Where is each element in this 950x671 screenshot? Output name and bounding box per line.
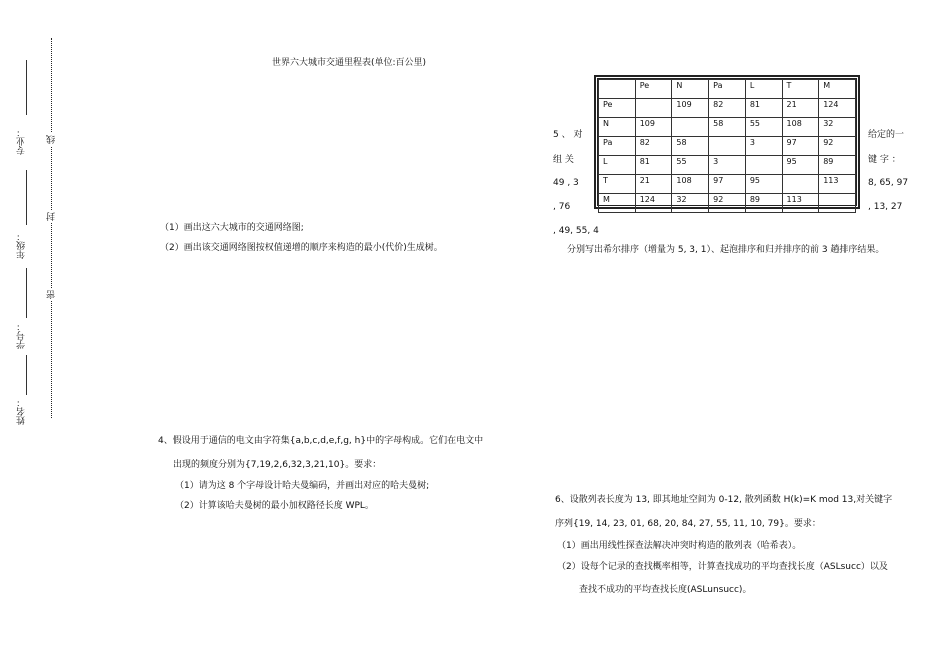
table-cell: N [672, 80, 709, 99]
problem5-left-2: 组 关 [553, 155, 574, 165]
problem5-right-2: 键 字 ： [868, 155, 901, 165]
table-cell: 92 [709, 194, 746, 213]
table-header-row [599, 80, 856, 99]
table-cell: Pe [635, 80, 672, 99]
grade-label: 年级： [17, 232, 27, 259]
seal-line [51, 38, 52, 418]
table-cell [745, 156, 782, 175]
table-cell: Pe [599, 99, 636, 118]
table-cell: 55 [672, 156, 709, 175]
table-row [599, 156, 856, 175]
table-cell: T [599, 175, 636, 194]
table-row [599, 137, 856, 156]
table-cell: Pa [709, 80, 746, 99]
distance-table [594, 75, 860, 209]
problem6-line2: 序列{19, 14, 23, 01, 68, 20, 84, 27, 55, 11, 10, 79}。要求： [555, 519, 821, 529]
table-cell: 95 [745, 175, 782, 194]
table-cell: 89 [819, 156, 856, 175]
table-cell [635, 99, 672, 118]
seal-char-mi: 密 [47, 290, 57, 299]
table-cell: 97 [782, 137, 819, 156]
table-cell: 113 [819, 175, 856, 194]
problem4-q1: （1）请为这 8 个字母设计哈夫曼编码，并画出对应的哈夫曼树; [175, 481, 430, 491]
table-cell: 82 [635, 137, 672, 156]
problem6-q2: （2）设每个记录的查找概率相等，计算查找成功的平均查找长度（ASLsucc）以及 [557, 562, 888, 572]
table-cell: N [599, 118, 636, 137]
table-cell: M [819, 80, 856, 99]
table-cell: 108 [672, 175, 709, 194]
table-row [599, 194, 856, 213]
table-cell: 109 [635, 118, 672, 137]
problem5-instruction: 分别写出希尔排序（增量为 5, 3, 1）、起泡排序和归并排序的前 3 趟排序结果。 [567, 245, 885, 255]
problem3-title: 世界六大城市交通里程表(单位:百公里) [272, 58, 427, 68]
table-cell: 3 [745, 137, 782, 156]
name-label: 姓名： [17, 398, 27, 425]
table-cell: 82 [709, 99, 746, 118]
table-cell: 3 [709, 156, 746, 175]
problem5-left-1: 5 、 对 [553, 130, 583, 140]
table-cell: 81 [635, 156, 672, 175]
problem5-right-4: , 13, 27 [868, 202, 903, 212]
problem5-left-3: 49 , 3 [553, 178, 579, 188]
table-cell: 81 [745, 99, 782, 118]
table-cell: L [599, 156, 636, 175]
table-row [599, 99, 856, 118]
table-cell: 113 [782, 194, 819, 213]
problem3-q1: （1）画出这六大城市的交通网络图; [160, 223, 304, 233]
table-cell: 124 [635, 194, 672, 213]
table-cell [599, 80, 636, 99]
problem6-line1: 6、设散列表长度为 13, 即其地址空间为 0-12, 散列函数 H(k)=K mod 13,对关键字 [555, 495, 893, 505]
table-cell: 97 [709, 175, 746, 194]
table-cell: L [745, 80, 782, 99]
table-row [599, 175, 856, 194]
problem4-line2: 出现的频度分别为{7,19,2,6,32,3,21,10}。要求： [173, 460, 382, 470]
problem5-left-4: , 76 [553, 202, 571, 212]
table-cell [819, 194, 856, 213]
problem5-tail: , 49, 55, 4 [553, 226, 599, 236]
seal-char-xian: 线 [47, 135, 57, 144]
table-cell: 58 [709, 118, 746, 137]
table-cell: 55 [745, 118, 782, 137]
name-blank [26, 355, 27, 395]
problem6-q1: （1）画出用线性探查法解决冲突时构造的散列表（哈希表）。 [557, 541, 802, 551]
problem5-right-3: 8, 65, 97 [868, 178, 909, 188]
table-cell [672, 118, 709, 137]
problem6-q2-cont: 查找不成功的平均查找长度(ASLunsucc)。 [579, 585, 752, 595]
table-cell: T [782, 80, 819, 99]
problem4-line1: 4、假设用于通信的电文由字符集{a,b,c,d,e,f,g, h}中的字母构成。它们在电文中 [158, 436, 484, 446]
table-cell: M [599, 194, 636, 213]
table-cell: 32 [819, 118, 856, 137]
table-cell: 124 [819, 99, 856, 118]
table-row [599, 118, 856, 137]
table-cell [709, 137, 746, 156]
table-cell: 92 [819, 137, 856, 156]
problem4-q2: （2）计算该哈夫曼树的最小加权路径长度 WPL。 [175, 501, 374, 511]
problem5-right-1: 给定的一 [868, 130, 905, 140]
major-label: 专业： [17, 128, 27, 155]
table-cell: 21 [635, 175, 672, 194]
grade-blank [26, 170, 27, 225]
id-label: 学号： [17, 322, 27, 349]
table-cell: 58 [672, 137, 709, 156]
table-cell: 32 [672, 194, 709, 213]
table-cell: Pa [599, 137, 636, 156]
seal-char-feng: 封 [47, 212, 57, 221]
table-cell: 89 [745, 194, 782, 213]
table-cell: 95 [782, 156, 819, 175]
table-cell: 108 [782, 118, 819, 137]
table-cell: 21 [782, 99, 819, 118]
table-cell: 109 [672, 99, 709, 118]
id-blank [26, 268, 27, 318]
table-cell [782, 175, 819, 194]
major-blank [26, 60, 27, 115]
problem3-q2: （2）画出该交通网络图按权值递增的顺序来构造的最小(代价)生成树。 [160, 243, 443, 253]
